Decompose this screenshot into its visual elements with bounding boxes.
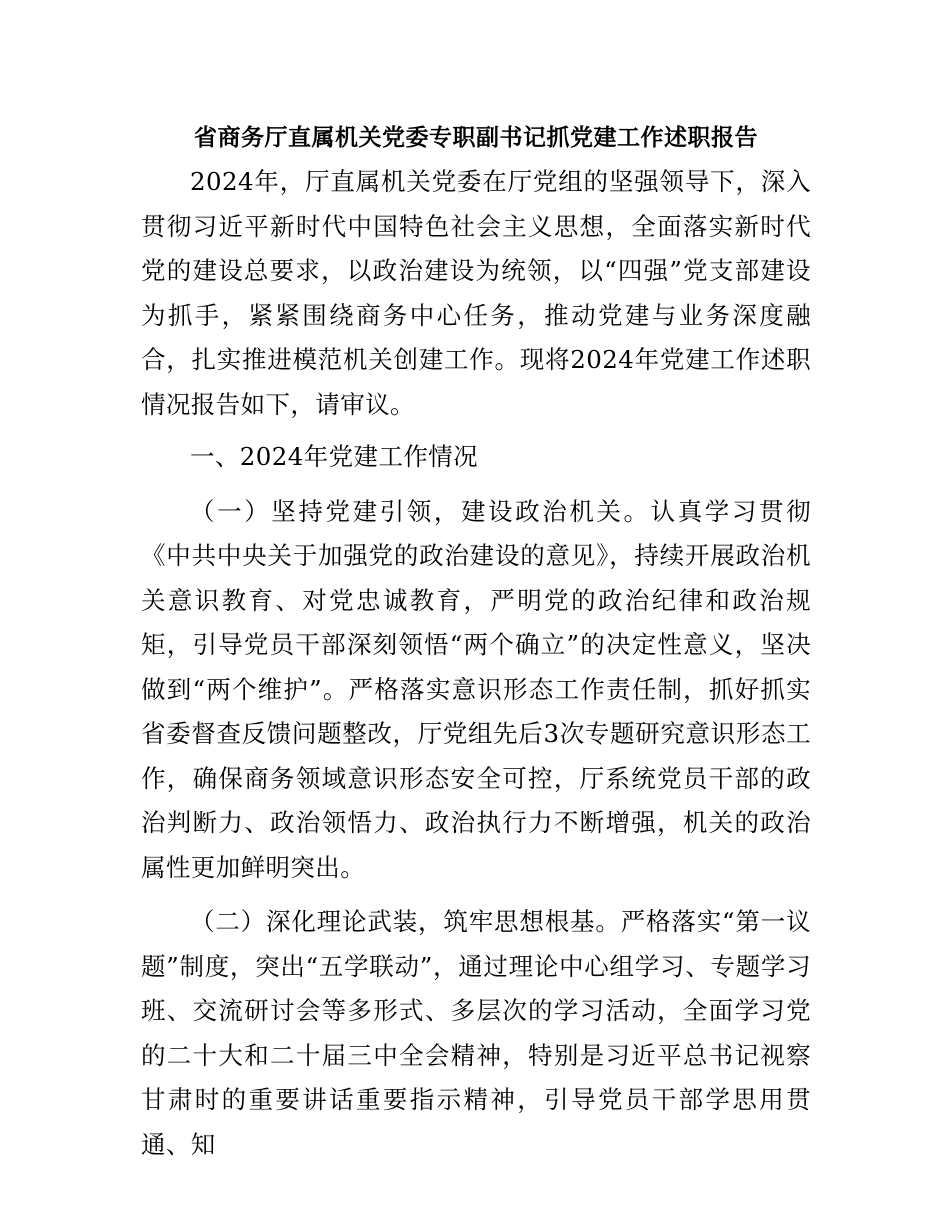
intro-paragraph: 2024年，厅直属机关党委在厅党组的坚强领导下，深入贯彻习近平新时代中国特色社会主义思想，全面落实新时代党的建设总要求，以政治建设为统领，以“四强”党支部建设为抓手，紧紧围绕商务中心任务，推动党建与业务深度融合，扎实推进模范机关创建工作。现将2024年党建工作述职情况报告如下，请审议。 [141, 167, 811, 419]
document-title: 省商务厅直属机关党委专职副书记抓党建工作述职报告 [194, 125, 758, 151]
item-one-paragraph: （一）坚持党建引领，建设政治机关。认真学习贯彻《中共中央关于加强党的政治建设的意见》，持续开展政治机关意识教育、对党忠诚教育，严明党的政治纪律和政治规矩，引导党员干部深刻领悟“两个确立”的决定性意义，坚决做到“两个维护”。严格落实意识形态工作责任制，抓好抓实省委督查反馈问题整改，厅党组先后3次专题研究意识形态工作，确保商务领域意识形态安全可控，厅系统党员干部的政治判断力、政治领悟力、政治执行力不断增强，机关的政治属性更加鲜明突出。 [141, 496, 811, 882]
item-two-paragraph: （二）深化理论武装，筑牢思想根基。严格落实“第一议题”制度，突出“五学联动”，通过理论中心组学习、专题学习班、交流研讨会等多形式、多层次的学习活动，全面学习党的二十大和二十届三中全会精神，特别是习近平总书记视察甘肃时的重要讲话重要指示精神，引导党员干部学思用贯通、知 [141, 907, 811, 1159]
document-page [141, 118, 811, 1167]
section-heading: 一、2024年党建工作情况 [190, 442, 479, 471]
